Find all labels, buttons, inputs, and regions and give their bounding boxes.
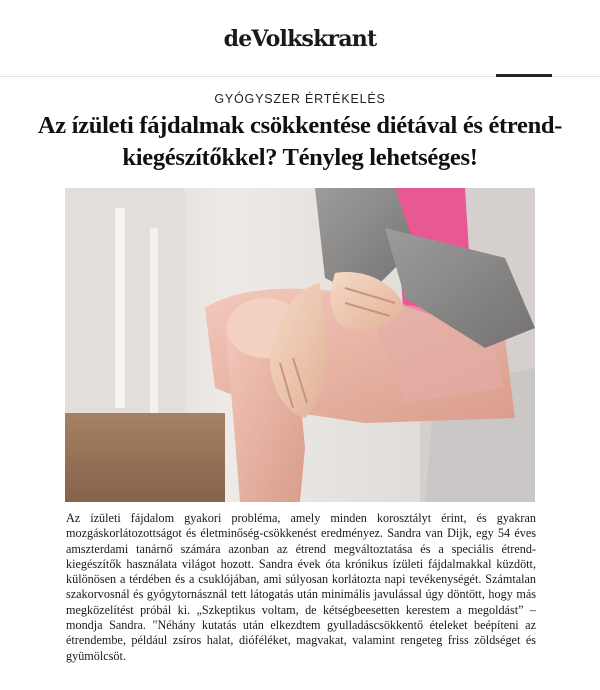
masthead [0, 0, 600, 76]
knee-pain-photo-icon [65, 188, 535, 502]
header-accent-bar [496, 74, 552, 77]
article-body: Az ízületi fájdalom gyakori probléma, amely minden korosztályt érint, és gyakran mozgáskorlátozottságot és életminőség-csökkenést eredményez. Sandra van Dijk, egy 54 éves amszterdami tanárnő számára azonban az étrend megváltoztatása és a speciális étrend-kiegészítők használata világot hozott. Sandra évek óta krónikus ízületi fájdalmakkal küzdött, különösen a térdében és a csuklójában, ami súlyosan korlátozta napi tevékenységét. Számtalan szakorvosnál és gyógytornásznál tett látogatás után minimális javulással úgy döntött, hogy más megközelítést próbál ki. „Szkeptikus voltam, de kétségbeesetten kerestem a megoldást” – mondja Sandra. "Néhány kutatás után elkezdtem gyulladáscsökkentő ételeket beépíteni az étrendembe, például zsíros halat, dióféléket, magvakat, valamint rengeteg friss zöldséget és gyümölcsöt. [66, 511, 536, 663]
article-headline: Az ízületi fájdalmak csökkentése diétával és étrend-kiegészítőkkel? Tényleg lehetséges! [37, 112, 563, 171]
article-kicker: GYÓGYSZER ÉRTÉKELÉS [214, 92, 386, 106]
hero-image [65, 188, 535, 502]
site-logo[interactable]: deVolkskrant [223, 26, 377, 52]
